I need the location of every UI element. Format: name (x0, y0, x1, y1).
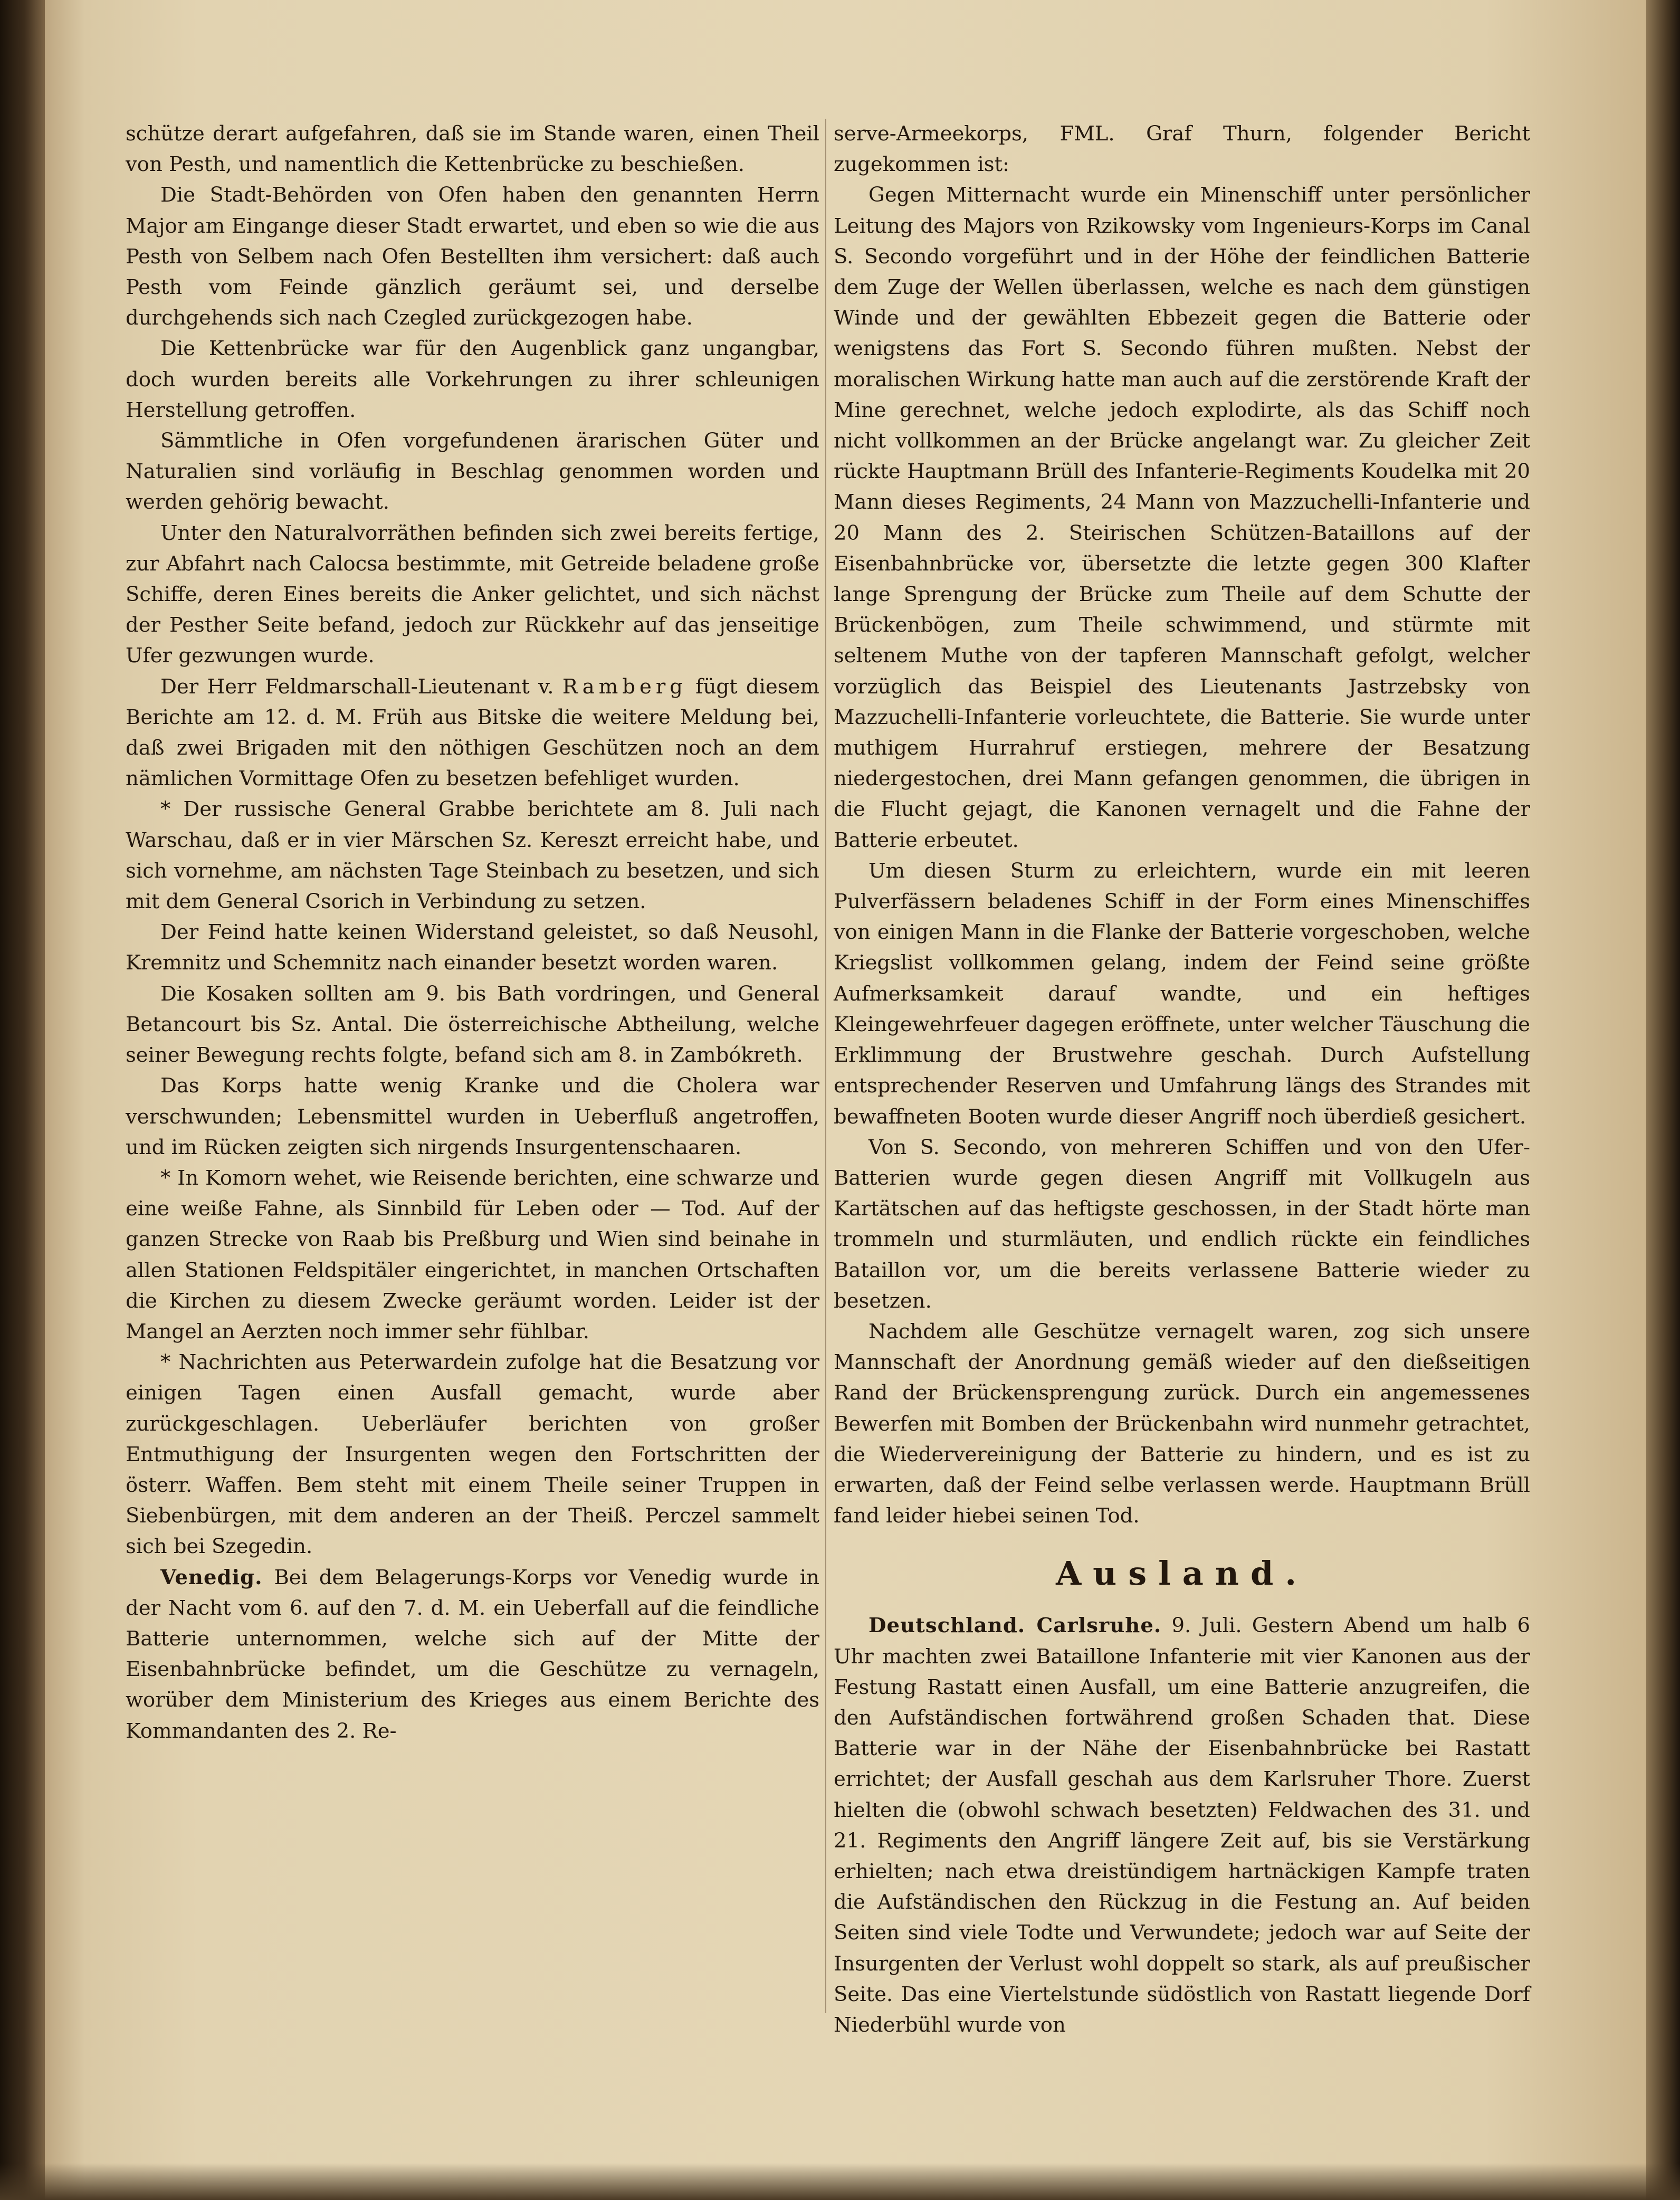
text-run: Bei dem Belagerungs-Korps vor Venedig wurde in der Nacht vom 6. auf den 7. d. M. ein Ueberfall auf die feindliche Batterie unternommen, welche sich auf der Mitte der Eisenbahnbrücke befindet, um die Geschütze zu vernageln, worüber dem Ministerium des Krieges aus einem Berichte des Kommandanten des 2. Re- (126, 1565, 819, 1743)
paragraph: Die Kosaken sollten am 9. bis Bath vordringen, und General Betancourt bis Sz. Antal. Die österreichische Abtheilung, welche seiner Bewegung rechts folgte, befand sich am 8. in Zambókreth. (126, 982, 819, 1068)
paragraph: * In Komorn wehet, wie Reisende berichten, eine schwarze und eine weiße Fahne, als Sinnbild für Leben oder — Tod. Auf der ganzen Strecke von Raab bis Preßburg und Wien sind beinahe in allen Stationen Feldspitäler eingerichtet, in manchen Ortschaften die Kirchen zu diesem Zwecke geräumt worden. Leider ist der Mangel an Aerzten noch immer sehr fühlbar. (126, 1166, 819, 1344)
person-name-spaced: Ramberg (562, 674, 688, 699)
paragraph-deutschland (834, 1611, 1530, 2041)
paragraph-ramberg (126, 672, 819, 795)
dateline-deutschland: Deutschland. Carlsruhe. (868, 1614, 1162, 1638)
text-run: Der Herr Feldmarschall-Lieutenant v. (160, 674, 554, 699)
text-run: fügt diesem Berichte am 12. d. M. Früh aus Bitske die weitere Meldung bei, daß zwei Brigaden mit den nöthigen Geschützen noch an dem nämlichen Vormittage Ofen zu besetzen befehliget wurden. (126, 674, 819, 791)
paragraph: Das Korps hatte wenig Kranke und die Cholera war verschwunden; Lebensmittel wurden in Ueberfluß angetroffen, und im Rücken zeigten sich nirgends Insurgentenschaaren. (126, 1074, 819, 1159)
text-run: 9. Juli. Gestern Abend um halb 6 Uhr machten zwei Bataillone Infanterie mit vier Kanonen aus der Festung Rastatt einen Ausfall, um eine Batterie anzugreifen, die den Aufständischen fortwährend großen Schaden that. Diese Batterie war in der Nähe der Eisenbahnbrücke bei Rastatt errichtet; der Ausfall geschah aus dem Karlsruher Thore. Zuerst hielten die (obwohl schwach besetzten) Feldwachen des 31. und 21. Regiments den Angriff längere Zeit auf, bis sie Verstärkung erhielten; nach etwa dreistündigem hartnäckigen Kampfe traten die Aufständischen den Rückzug in die Festung an. Auf beiden Seiten sind viele Todte und Verwundete; jedoch war auf Seite der Insurgenten der Verlust wohl doppelt so stark, als auf preußischer Seite. Das eine Viertelstunde südöstlich von Rastatt liegende Dorf Niederbühl wurde von (834, 1614, 1531, 2037)
paragraph: Gegen Mitternacht wurde ein Minenschiff unter persönlicher Leitung des Majors von Rzikowsky vom Ingenieurs-Korps im Canal S. Secondo vorgeführt und in der Höhe der feindlichen Batterie dem Zuge der Wellen überlassen, welche es nach dem günstigen Winde und der gewählten Ebbezeit gegen die Batterie oder wenigstens das Fort S. Secondo führen mußten. Nebst der moralischen Wirkung hatte man auch auf die zerstörende Kraft der Mine gerechnet, welche jedoch explodirte, als das Schiff noch nicht vollkommen an der Brücke angelangt war. Zu gleicher Zeit rückte Hauptmann Brüll des Infanterie-Regiments Koudelka mit 20 Mann dieses Regiments, 24 Mann von Mazzuchelli-Infanterie und 20 Mann des 2. Steirischen Schützen-Bataillons auf der Eisenbahnbrücke vor, übersetzte die letzte gegen 300 Klafter lange Sprengung der Brücke zum Theile auf dem Schutte der Brückenbögen, zum Theile schwimmend, und stürmte mit seltenem Muthe von der tapferen Mannschaft gefolgt, welcher vorzüglich das Beispiel des Lieutenants Jastrzebsky von Mazzuchelli-Infanterie vorleuchtete, die Batterie. Sie wurde unter muthigem Hurrahruf erstiegen, mehrere der Besatzung niedergestochen, drei Mann gefangen genommen, die übrigen in die Flucht gejagt, die Kanonen vernagelt und die Fahne der Batterie erbeutet. (834, 183, 1530, 852)
paragraph: Um diesen Sturm zu erleichtern, wurde ein mit leeren Pulverfässern beladenes Schiff in der Form eines Minenschiffes von einigen Mann in die Flanke der Batterie vorgeschoben, welche Kriegslist vollkommen gelang, indem der Feind seine größte Aufmerksamkeit darauf wandte, und ein heftiges Kleingewehrfeuer dagegen eröffnete, unter welcher Täuschung die Erklimmung der Brustwehre geschah. Durch Aufstellung entsprechender Reserven und Umfahrung längs des Strandes mit bewaffneten Booten wurde dieser Angriff noch überdieß gesichert. (834, 859, 1530, 1129)
book-spine-shadow (0, 0, 45, 2200)
bottom-edge-shadow (0, 2163, 1680, 2200)
paragraph: * Der russische General Grabbe berichtete am 8. Juli nach Warschau, daß er in vier Märschen Sz. Kereszt erreicht habe, und sich vornehme, am nächsten Tage Steinbach zu besetzen, und sich mit dem General Csorich in Verbindung zu setzen. (126, 797, 819, 914)
page-edge-shadow (1646, 0, 1680, 2200)
paragraph: Nachdem alle Geschütze vernagelt waren, zog sich unsere Mannschaft der Anordnung gemäß wieder auf den dießseitigen Rand der Brückensprengung zurück. Durch ein angemessenes Bewerfen mit Bomben der Brückenbahn wird nunmehr getrachtet, die Wiedervereinigung der Batterie zu hindern, und es ist zu erwarten, daß der Feind selbe verlassen werde. Hauptmann Brüll fand leider hiebei seinen Tod. (834, 1319, 1530, 1528)
dateline-venedig: Venedig. (160, 1565, 263, 1589)
left-column (126, 119, 819, 1747)
section-title-ausland: Ausland. (1056, 1554, 1308, 1593)
paragraph: Die Kettenbrücke war für den Augenblick ganz ungangbar, doch wurden bereits alle Vorkehrungen zu ihrer schleunigen Herstellung getroffen. (126, 337, 819, 422)
paragraph: schütze derart aufgefahren, daß sie im Stande waren, einen Theil von Pesth, und namentlich die Kettenbrücke zu beschießen. (126, 122, 819, 177)
column-divider (825, 119, 826, 2013)
paragraph: Die Stadt-Behörden von Ofen haben den genannten Herrn Major am Eingange dieser Stadt erwartet, und eben so wie die aus Pesth von Selbem nach Ofen Bestellten ihm versichert: daß auch Pesth vom Feinde gänzlich geräumt sei, und derselbe durchgehends sich nach Czegled zurückgezogen habe. (126, 183, 819, 330)
paragraph-venedig (126, 1563, 819, 1747)
paragraph: Sämmtliche in Ofen vorgefundenen ärarischen Güter und Naturalien sind vorläufig in Beschlag genommen worden und werden gehörig bewacht. (126, 429, 819, 515)
right-column (834, 119, 1530, 2041)
paragraph: * Nachrichten aus Peterwardein zufolge hat die Besatzung vor einigen Tagen einen Ausfall gemacht, wurde aber zurückgeschlagen. Ueberläufer berichten von großer Entmuthigung der Insurgenten wegen den Fortschritten der österr. Waffen. Bem steht mit einem Theile seiner Truppen in Siebenbürgen, mit dem anderen an der Theiß. Perczel sammelt sich bei Szegedin. (126, 1350, 819, 1559)
paragraph: serve-Armeekorps, FML. Graf Thurn, folgender Bericht zugekommen ist: (834, 122, 1530, 177)
paragraph: Unter den Naturalvorräthen befinden sich zwei bereits fertige, zur Abfahrt nach Calocsa bestimmte, mit Getreide beladene große Schiffe, deren Eines bereits die Anker gelichtet, und sich nächst der Pesther Seite befand, jedoch zur Rückkehr auf das jenseitige Ufer gezwungen wurde. (126, 521, 819, 668)
paragraph: Von S. Secondo, von mehreren Schiffen und von den Ufer-Batterien wurde gegen diesen Angriff mit Vollkugeln aus Kartätschen auf das heftigste geschossen, in der Stadt hörte man trommeln und sturmläuten, und endlich rückte ein feindliches Bataillon vor, um die bereits verlassene Batterie wieder zu besetzen. (834, 1135, 1530, 1313)
paragraph: Der Feind hatte keinen Widerstand geleistet, so daß Neusohl, Kremnitz und Schemnitz nach einander besetzt worden waren. (126, 920, 819, 975)
